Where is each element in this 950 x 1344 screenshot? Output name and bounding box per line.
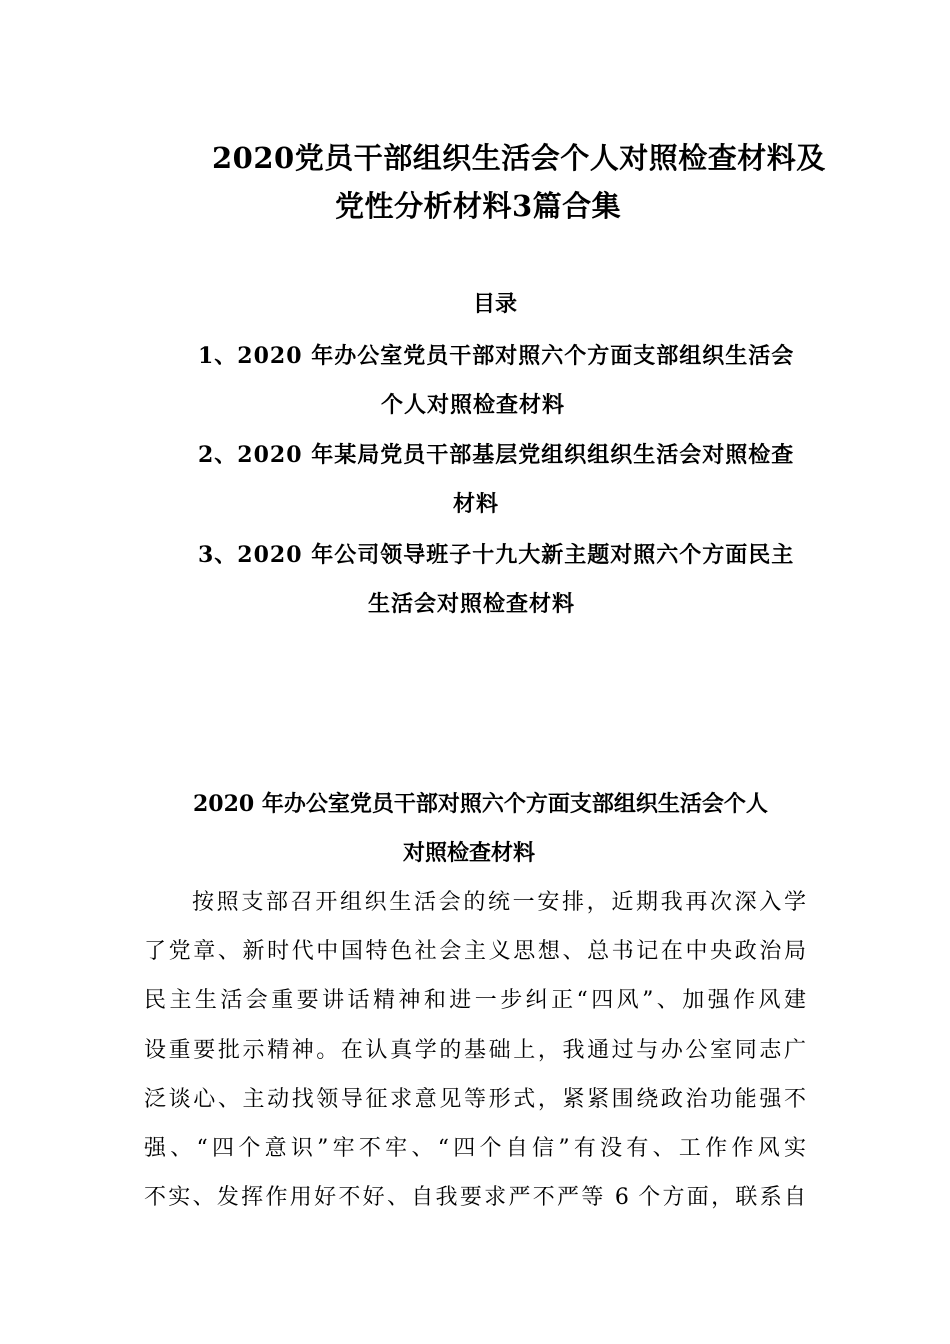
body-text-line: 民主生活会重要讲话精神和进一步纠正“四风”、加强作风建	[144, 988, 806, 1013]
toc-item-3-line-2: 生活会对照检查材料	[368, 591, 576, 617]
body-text-line: 泛谈心、主动找领导征求意见等形式，紧紧围绕政治功能强不	[144, 1087, 806, 1112]
body-text-line: 强、“四个意识”牢不牢、“四个自信”有没有、工作作风实	[144, 1136, 806, 1161]
toc-item-1-line-1: 1、2020 年办公室党员干部对照六个方面支部组织生活会	[198, 343, 795, 369]
document-title-line-2: 党性分析材料3篇合集	[335, 189, 622, 223]
section-title-line-2: 对照检查材料	[403, 840, 536, 866]
toc-item-1-line-2: 个人对照检查材料	[381, 392, 566, 418]
toc-item-3-line-1: 3、2020 年公司领导班子十九大新主题对照六个方面民主	[198, 542, 795, 568]
toc-heading: 目录	[473, 291, 518, 317]
section-title-line-1: 2020 年办公室党员干部对照六个方面支部组织生活会个人	[193, 791, 768, 817]
toc-item-2-line-1: 2、2020 年某局党员干部基层党组织组织生活会对照检查	[198, 442, 795, 468]
document-title-line-1: 2020党员干部组织生活会个人对照检查材料及	[212, 141, 826, 175]
body-text-line: 按照支部召开组织生活会的统一安排，近期我再次深入学	[192, 890, 806, 915]
body-text-line: 了党章、新时代中国特色社会主义思想、总书记在中央政治局	[144, 939, 806, 964]
body-text-line: 不实、发挥作用好不好、自我要求严不严等 6 个方面，联系自	[144, 1185, 806, 1210]
toc-item-2-line-2: 材料	[453, 491, 500, 517]
body-text-line: 设重要批示精神。在认真学的基础上，我通过与办公室同志广	[144, 1038, 806, 1063]
